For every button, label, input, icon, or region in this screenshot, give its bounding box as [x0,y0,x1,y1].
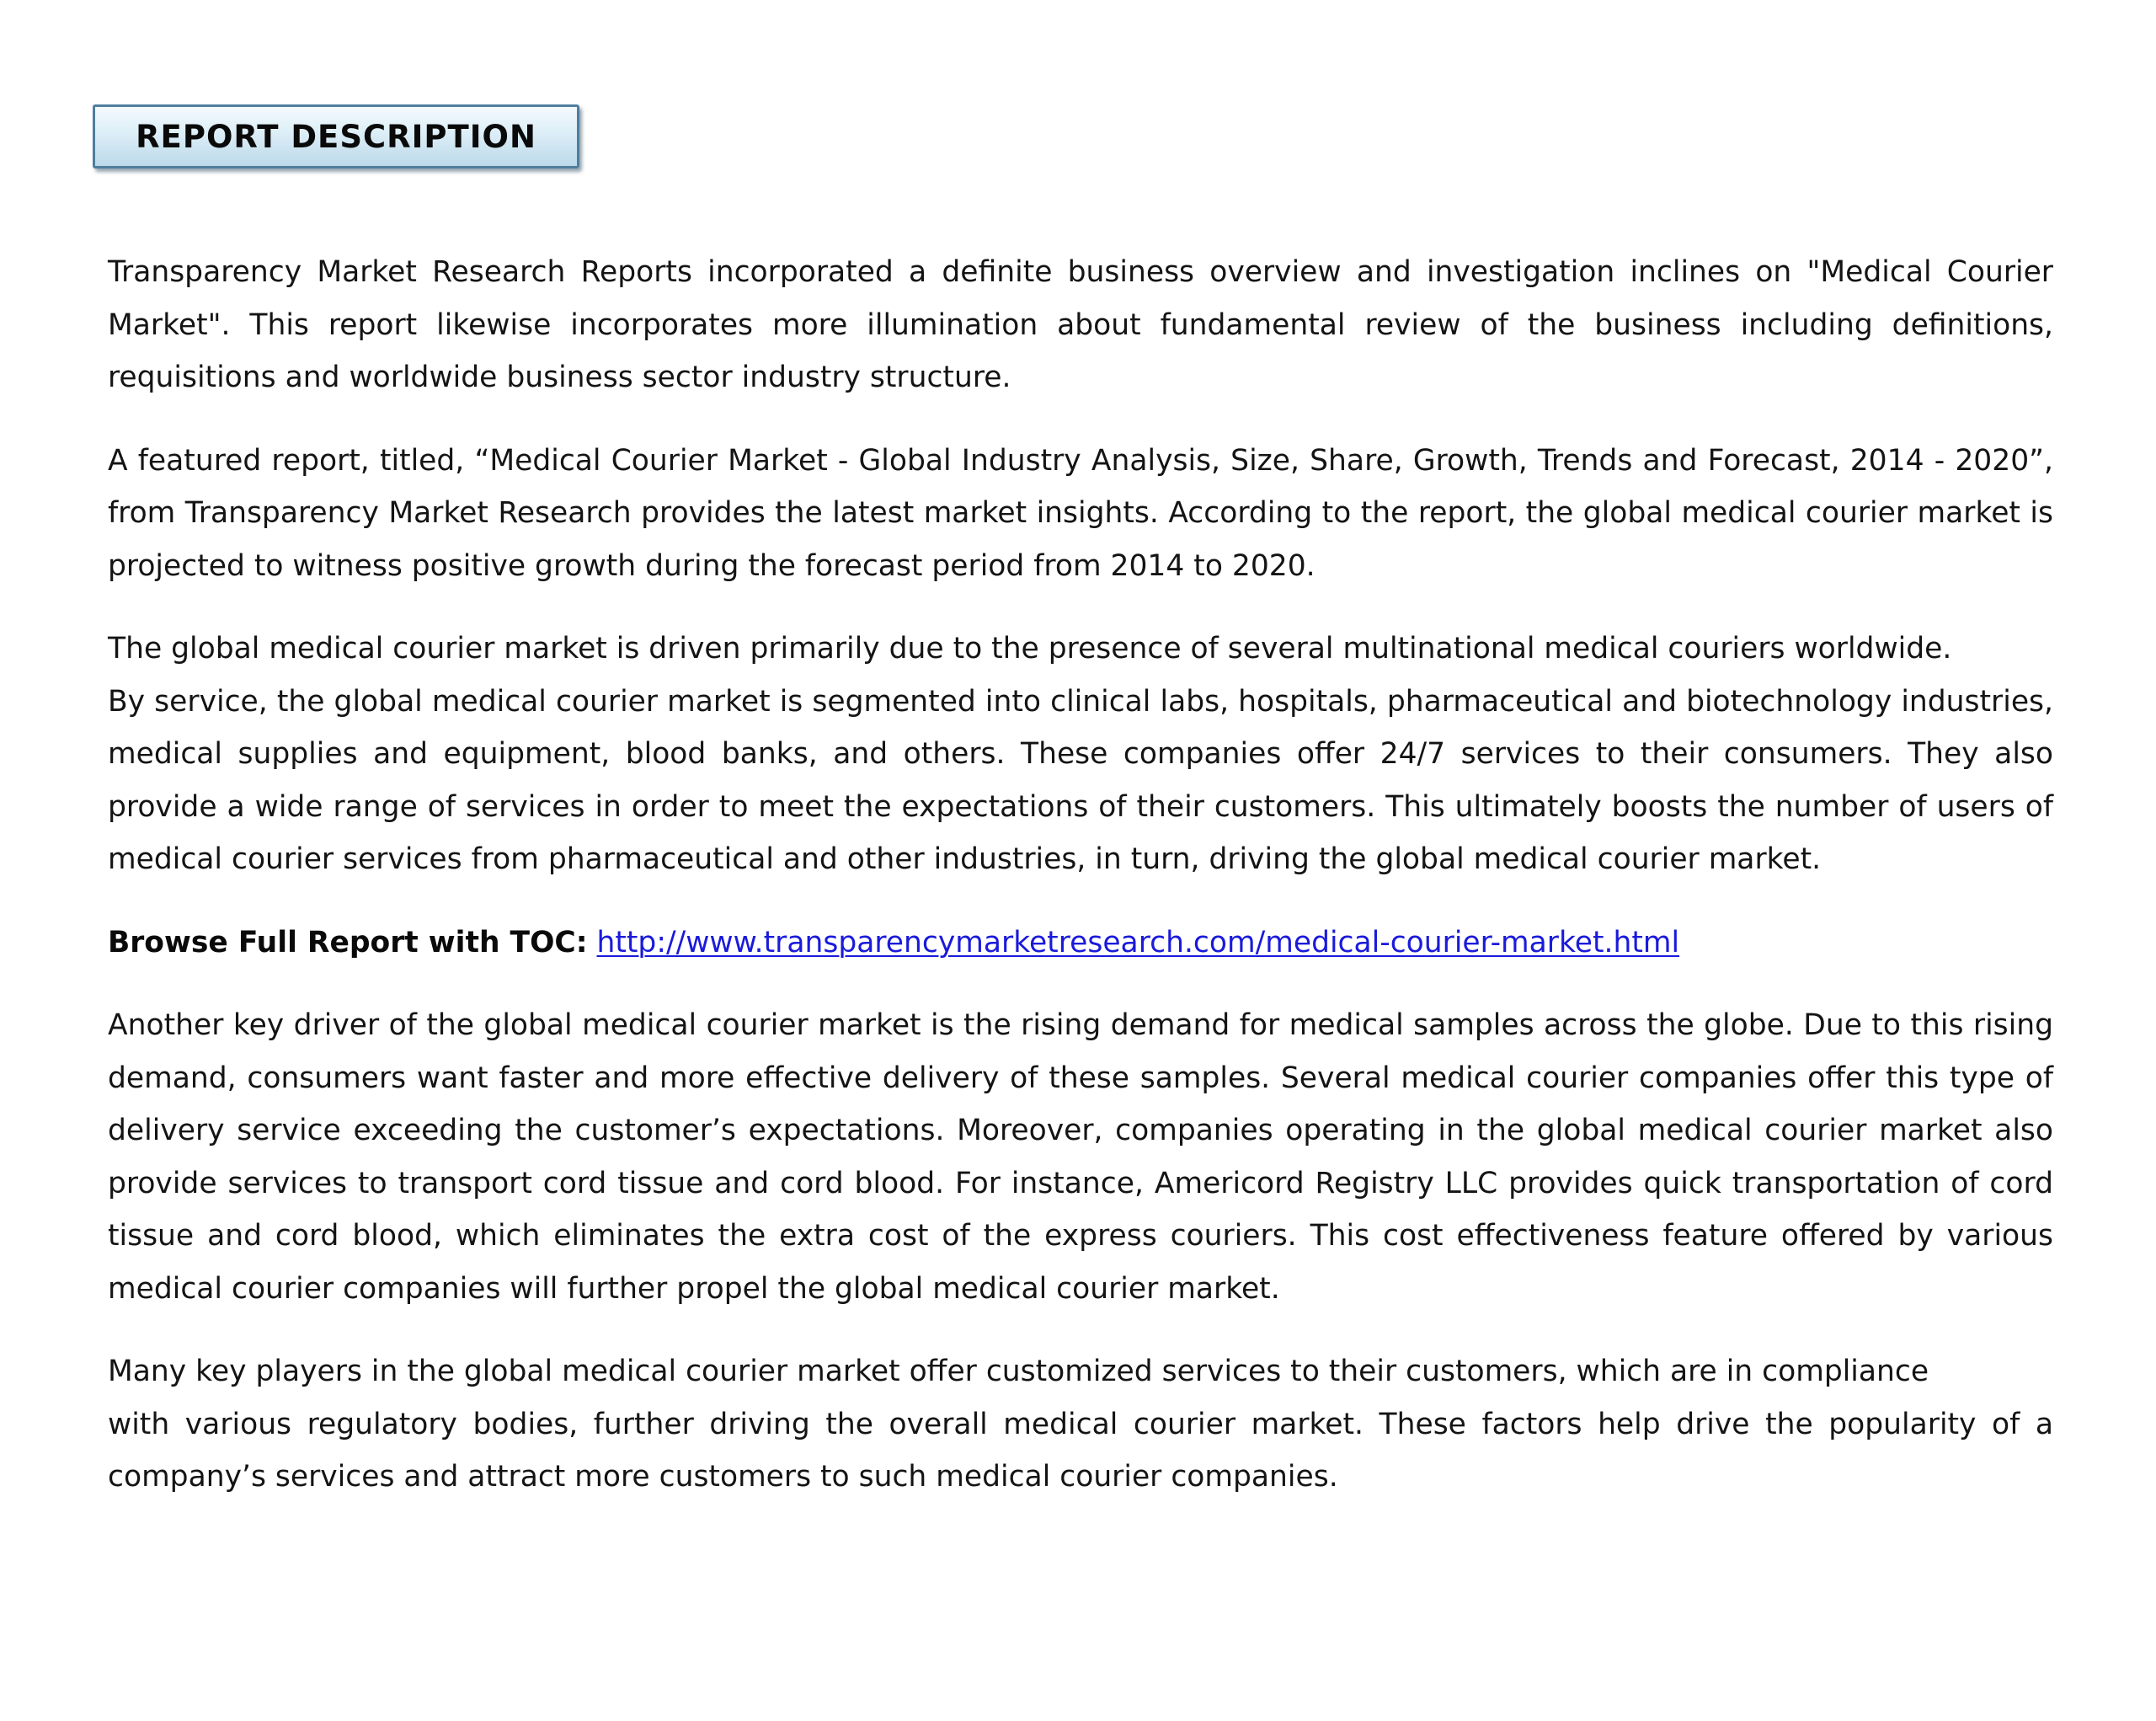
paragraph-market-drivers-rest: By service, the global medical courier market is segmented into clinical labs, hospitals, pharmaceutical and biotechnology industries, medical supplies and equipment, blood banks, and others. These companies offer 24/7 services to their consumers. They also provide a wide range of services in order to meet the expectations of their customers. This ultimately boosts the number of users of medical courier services from pharmaceutical and other industries, in turn, driving the global medical courier market. [108,684,2053,876]
paragraph-market-drivers [108,623,2053,886]
report-description-header [93,104,579,168]
paragraph-key-players-line1: Many key players in the global medical courier market offer customized services to their customers, which are in compliance [108,1355,1929,1388]
browse-full-report [108,917,2053,970]
header-title: REPORT DESCRIPTION [136,118,536,155]
report-body [108,246,2053,1534]
browse-label: Browse Full Report with TOC: [108,925,588,959]
paragraph-key-driver: Another key driver of the global medical courier market is the rising demand for medical samples across the globe. Due to this rising demand, consumers want faster and more effective delivery of these samples. Several medical courier companies offer this type of delivery service exceeding the customer’s expectations. Moreover, companies operating in the global medical courier market also provide services to transport cord tissue and cord blood. For instance, Americord Registry LLC provides quick transportation of cord tissue and cord blood, which eliminates the extra cost of the express couriers. This cost effectiveness feature offered by various medical courier companies will further propel the global medical courier market. [108,1008,2053,1306]
paragraph-key-players [108,1345,2053,1504]
paragraph-intro: Transparency Market Research Reports incorporated a definite business overview and investigation inclines on "Medical Courier Market". This report likewise incorporates more illumination about fundamental review of the business including definitions, requisitions and worldwide business sector industry structure. [108,255,2053,394]
paragraph-featured-report: A featured report, titled, “Medical Courier Market - Global Industry Analysis, Size, Share, Growth, Trends and Forecast, 2014 - 2020”, from Transparency Market Research provides the latest market insights. According to the report, the global medical courier market is projected to witness positive growth during the forecast period from 2014 to 2020. [108,443,2053,583]
paragraph-market-drivers-line1: The global medical courier market is driven primarily due to the presence of several multinational medical couriers worldwide. [108,632,1952,665]
report-link[interactable]: http://www.transparencymarketresearch.com/medical-courier-market.html [596,925,1680,959]
paragraph-key-players-rest: with various regulatory bodies, further driving the overall medical courier market. These factors help drive the popularity of a company’s services and attract more customers to such medical courier companies. [108,1407,2053,1494]
